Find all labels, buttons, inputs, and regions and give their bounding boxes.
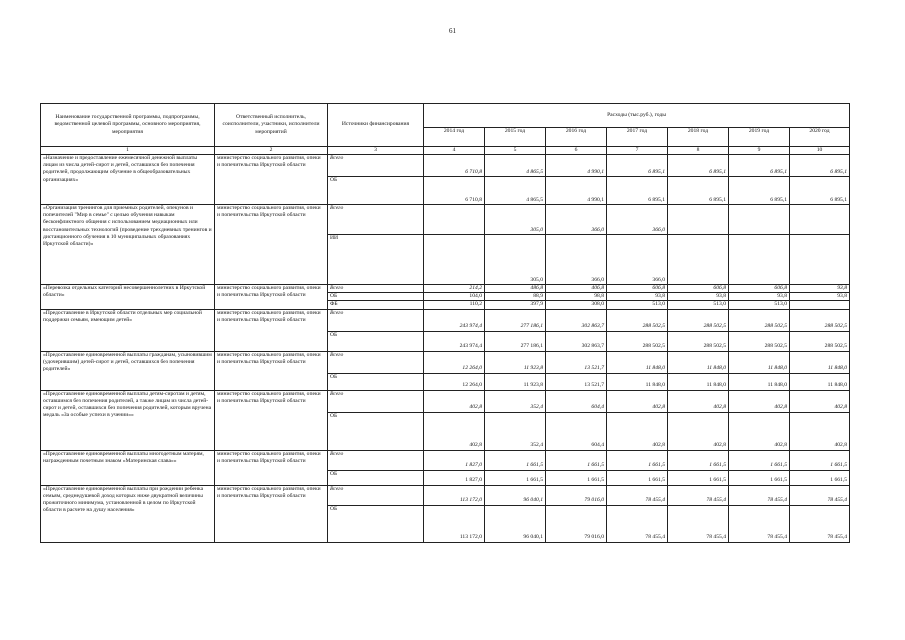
expense-value: 6 895,1 bbox=[607, 155, 668, 177]
expense-value: 4 990,1 bbox=[546, 155, 607, 177]
expense-value: 1 661,5 bbox=[607, 450, 668, 470]
measure-name: «Предоставление единовременной выплаты гражданам, усыновившим (удочерившим) детей-сирот и детей, оставшихся без попечения родителей» bbox=[41, 351, 215, 390]
expense-value: 93,8 bbox=[607, 293, 668, 301]
expense-value: 4 865,5 bbox=[485, 155, 546, 177]
expense-value: 397,9 bbox=[485, 301, 546, 309]
expense-value: 402,8 bbox=[668, 390, 729, 412]
expense-value: 402,8 bbox=[607, 412, 668, 450]
expense-value: 402,8 bbox=[424, 412, 485, 450]
expense-value: 11 848,0 bbox=[607, 351, 668, 373]
expense-value: 606,8 bbox=[668, 285, 729, 293]
expense-value: 288 502,5 bbox=[729, 331, 790, 351]
expense-value: 402,8 bbox=[607, 390, 668, 412]
funding-source: Всего bbox=[328, 450, 424, 470]
expense-value: 11 923,8 bbox=[485, 351, 546, 373]
expense-value: 243 974,4 bbox=[424, 309, 485, 331]
expense-value: 1 661,5 bbox=[485, 450, 546, 470]
measure-name: «Перевозка отдельных категорий несовершеннолетних в Иркутской области» bbox=[41, 285, 215, 310]
header-year: 2016 год bbox=[546, 128, 607, 147]
responsible-executor: министерство социального развития, опеки и попечительства Иркутской области bbox=[215, 351, 328, 390]
column-number: 6 bbox=[546, 147, 607, 155]
expense-value: 277 186,1 bbox=[485, 309, 546, 331]
column-number: 4 bbox=[424, 147, 485, 155]
table-row bbox=[41, 205, 850, 235]
table-row bbox=[41, 309, 850, 331]
expense-value: 11 848,0 bbox=[729, 351, 790, 373]
expense-value: 352,4 bbox=[485, 412, 546, 450]
expense-value: 1 661,5 bbox=[668, 450, 729, 470]
funding-source: Всего bbox=[328, 485, 424, 505]
responsible-executor: министерство социального развития, опеки и попечительства Иркутской области bbox=[215, 450, 328, 485]
expense-value: 606,8 bbox=[729, 285, 790, 293]
responsible-executor: министерство социального развития, опеки и попечительства Иркутской области bbox=[215, 390, 328, 450]
responsible-executor: министерство социального развития, опеки и попечительства Иркутской области bbox=[215, 309, 328, 351]
expense-value: 79 016,0 bbox=[546, 485, 607, 505]
expense-value bbox=[729, 205, 790, 235]
expense-value: 288 502,5 bbox=[729, 309, 790, 331]
expense-value: 288 502,5 bbox=[607, 309, 668, 331]
expense-value: 110,2 bbox=[424, 301, 485, 309]
expense-value: 1 827,0 bbox=[424, 470, 485, 485]
expense-value: 402,8 bbox=[668, 412, 729, 450]
expense-value bbox=[668, 235, 729, 285]
expense-value bbox=[729, 235, 790, 285]
expense-value: 113 172,0 bbox=[424, 485, 485, 505]
responsible-executor: министерство социального развития, опеки и попечительства Иркутской области bbox=[215, 205, 328, 285]
header-responsible: Ответственный исполнитель, соисполнители, участники, исполнители мероприятий bbox=[215, 104, 328, 147]
expense-value: 366,0 bbox=[607, 205, 668, 235]
expense-value: 93,8 bbox=[790, 293, 850, 301]
expense-value: 1 661,5 bbox=[729, 450, 790, 470]
expense-value bbox=[424, 205, 485, 235]
expense-value bbox=[790, 301, 850, 309]
expense-value: 11 848,0 bbox=[668, 351, 729, 373]
expense-value: 513,0 bbox=[607, 301, 668, 309]
column-number: 1 bbox=[41, 147, 215, 155]
expense-value: 352,4 bbox=[485, 390, 546, 412]
expense-value: 288 502,5 bbox=[790, 309, 850, 331]
measure-name: «Назначение и предоставление ежемесячной денежной выплаты лицам из числа детей-сирот и детей, оставшихся без попечения родителей, продолжающим обучение в общеобразовательных организациях» bbox=[41, 155, 215, 205]
funding-source: ОБ bbox=[328, 177, 424, 205]
expense-value: 214,2 bbox=[424, 285, 485, 293]
expense-value: 1 661,5 bbox=[546, 470, 607, 485]
expense-value: 302 863,7 bbox=[546, 309, 607, 331]
expense-value: 288 502,5 bbox=[790, 331, 850, 351]
expense-value: 288 502,5 bbox=[668, 331, 729, 351]
expense-value: 78 455,4 bbox=[729, 505, 790, 542]
expense-value: 11 923,8 bbox=[485, 373, 546, 390]
expense-value: 277 186,1 bbox=[485, 331, 546, 351]
expense-value: 6 895,1 bbox=[668, 177, 729, 205]
expense-value: 604,4 bbox=[546, 412, 607, 450]
header-name: Наименование государственной программы, подпрограммы, ведомственной целевой программы, основного мероприятия, мероприятия bbox=[41, 104, 215, 147]
expense-value: 104,0 bbox=[424, 293, 485, 301]
expense-value: 366,0 bbox=[607, 235, 668, 285]
table-row bbox=[41, 390, 850, 412]
expense-value: 1 661,5 bbox=[729, 470, 790, 485]
funding-source: ИИ bbox=[328, 235, 424, 285]
measure-name: «Предоставление единовременной выплаты многодетным матерям, награжденным почетным знаком «Материнская слава»» bbox=[41, 450, 215, 485]
header-source: Источники финансирования bbox=[328, 104, 424, 147]
expense-value bbox=[790, 235, 850, 285]
expense-value: 78 455,4 bbox=[668, 485, 729, 505]
measure-name: «Предоставление в Иркутской области отдельных мер социальной поддержки семьям, имеющим детей» bbox=[41, 309, 215, 351]
funding-source: Всего bbox=[328, 205, 424, 235]
expense-value: 308,0 bbox=[546, 301, 607, 309]
funding-source: ОБ bbox=[328, 373, 424, 390]
expense-value: 366,0 bbox=[546, 205, 607, 235]
expense-value: 78 455,4 bbox=[668, 505, 729, 542]
expense-value: 6 895,1 bbox=[607, 177, 668, 205]
column-number: 3 bbox=[328, 147, 424, 155]
expense-value: 11 848,0 bbox=[790, 373, 850, 390]
measure-name: «Организация тренингов для приемных родителей, опекунов и попечителей "Мир в семье" с целью обучения навыкам бесконфликтного общения с использованием медиационных или восстановительных технологий (проведение трехдневных тренингов и дистанционного обучения в 10 муниципальных образованиях Иркутской области)» bbox=[41, 205, 215, 285]
expense-value: 93,8 bbox=[729, 293, 790, 301]
header-year: 2017 год bbox=[607, 128, 668, 147]
expense-value: 302 863,7 bbox=[546, 331, 607, 351]
responsible-executor: министерство социального развития, опеки и попечительства Иркутской области bbox=[215, 155, 328, 205]
table-row bbox=[41, 351, 850, 373]
header-year: 2019 год bbox=[729, 128, 790, 147]
expense-value: 6 895,1 bbox=[729, 155, 790, 177]
expense-value: 1 827,0 bbox=[424, 450, 485, 470]
expense-value: 402,8 bbox=[790, 412, 850, 450]
expense-value: 305,0 bbox=[485, 235, 546, 285]
funding-source: Всего bbox=[328, 390, 424, 412]
expense-value: 6 710,8 bbox=[424, 177, 485, 205]
expense-value: 402,8 bbox=[790, 390, 850, 412]
measure-name: «Предоставление единовременной выплаты детям-сиротам и детям, оставшимся без попечения родителей, а также лицам из числа детей-сирот и детей, оставшихся без попечения родителей, которым вручена медаль «За особые успехи в учении»» bbox=[41, 390, 215, 450]
expense-value: 366,0 bbox=[546, 235, 607, 285]
funding-source: Всего bbox=[328, 351, 424, 373]
measure-name: «Предоставление единовременной выплаты при рождении ребенка семьям, среднедушевой доход которых ниже двукратной величины прожиточного минимума, установленной в целом по Иркутской области в расчете на душу населения» bbox=[41, 485, 215, 542]
responsible-executor: министерство социального развития, опеки и попечительства Иркутской области bbox=[215, 285, 328, 310]
expense-value: 288 502,5 bbox=[668, 309, 729, 331]
expense-value: 13 521,7 bbox=[546, 373, 607, 390]
expense-value bbox=[790, 205, 850, 235]
header-expenses: Расходы (тыс.руб.), годы bbox=[424, 104, 850, 128]
funding-source: Всего bbox=[328, 309, 424, 331]
header-year: 2015 год bbox=[485, 128, 546, 147]
expense-value: 606,8 bbox=[607, 285, 668, 293]
budget-table bbox=[40, 103, 850, 543]
expense-value: 13 521,7 bbox=[546, 351, 607, 373]
column-number: 7 bbox=[607, 147, 668, 155]
expense-value: 1 661,5 bbox=[546, 450, 607, 470]
expense-value: 1 661,5 bbox=[790, 470, 850, 485]
expense-value: 402,8 bbox=[729, 390, 790, 412]
expense-value: 12 264,0 bbox=[424, 351, 485, 373]
expense-value: 4 865,5 bbox=[485, 177, 546, 205]
header-year: 2014 год bbox=[424, 128, 485, 147]
expense-value: 513,0 bbox=[668, 301, 729, 309]
expense-value: 1 661,5 bbox=[485, 470, 546, 485]
expense-value: 93,8 bbox=[668, 293, 729, 301]
expense-value: 1 661,5 bbox=[607, 470, 668, 485]
funding-source: ОБ bbox=[328, 470, 424, 485]
expense-value: 402,8 bbox=[729, 412, 790, 450]
table-row bbox=[41, 450, 850, 470]
table-row bbox=[41, 155, 850, 177]
expense-value: 11 848,0 bbox=[668, 373, 729, 390]
expense-value: 88,9 bbox=[485, 293, 546, 301]
expense-value: 604,4 bbox=[546, 390, 607, 412]
header-year: 2018 год bbox=[668, 128, 729, 147]
expense-value bbox=[668, 205, 729, 235]
expense-value: 11 848,0 bbox=[607, 373, 668, 390]
table-row bbox=[41, 485, 850, 505]
column-number: 9 bbox=[729, 147, 790, 155]
expense-value: 305,0 bbox=[485, 205, 546, 235]
expense-value: 113 172,0 bbox=[424, 505, 485, 542]
funding-source: ОБ bbox=[328, 331, 424, 351]
expense-value: 406,8 bbox=[546, 285, 607, 293]
expense-value: 11 848,0 bbox=[790, 351, 850, 373]
expense-value: 78 455,4 bbox=[729, 485, 790, 505]
expense-value: 1 661,5 bbox=[790, 450, 850, 470]
expense-value: 6 895,1 bbox=[668, 155, 729, 177]
expense-value: 1 661,5 bbox=[668, 470, 729, 485]
expense-value: 78 455,4 bbox=[790, 485, 850, 505]
column-number: 2 bbox=[215, 147, 328, 155]
expense-value: 96 040,1 bbox=[485, 485, 546, 505]
funding-source: ОБ bbox=[328, 293, 424, 301]
expense-value: 6 895,1 bbox=[790, 177, 850, 205]
page-number: 61 bbox=[449, 27, 456, 35]
expense-value: 78 455,4 bbox=[790, 505, 850, 542]
table-row bbox=[41, 285, 850, 293]
expense-value: 93,8 bbox=[790, 285, 850, 293]
expense-value: 288 502,5 bbox=[607, 331, 668, 351]
funding-source: Всего bbox=[328, 155, 424, 177]
expense-value: 79 016,0 bbox=[546, 505, 607, 542]
expense-value: 402,8 bbox=[424, 390, 485, 412]
expense-value: 78 455,4 bbox=[607, 485, 668, 505]
expense-value: 243 974,4 bbox=[424, 331, 485, 351]
expense-value: 12 264,0 bbox=[424, 373, 485, 390]
expense-value: 6 895,1 bbox=[729, 177, 790, 205]
column-number: 5 bbox=[485, 147, 546, 155]
expense-value: 486,8 bbox=[485, 285, 546, 293]
expense-value: 78 455,4 bbox=[607, 505, 668, 542]
column-number: 10 bbox=[790, 147, 850, 155]
expense-value: 4 990,1 bbox=[546, 177, 607, 205]
funding-source: ФБ bbox=[328, 301, 424, 309]
expense-value: 6 710,8 bbox=[424, 155, 485, 177]
expense-value: 6 895,1 bbox=[790, 155, 850, 177]
expense-value: 11 848,0 bbox=[729, 373, 790, 390]
funding-source: ОБ bbox=[328, 505, 424, 542]
expense-value: 98,8 bbox=[546, 293, 607, 301]
column-number: 8 bbox=[668, 147, 729, 155]
responsible-executor: министерство социального развития, опеки и попечительства Иркутской области bbox=[215, 485, 328, 542]
expense-value: 96 040,1 bbox=[485, 505, 546, 542]
header-year: 2020 год bbox=[790, 128, 850, 147]
funding-source: ОБ bbox=[328, 412, 424, 450]
expense-value bbox=[424, 235, 485, 285]
expense-value: 513,0 bbox=[729, 301, 790, 309]
funding-source: Всего bbox=[328, 285, 424, 293]
